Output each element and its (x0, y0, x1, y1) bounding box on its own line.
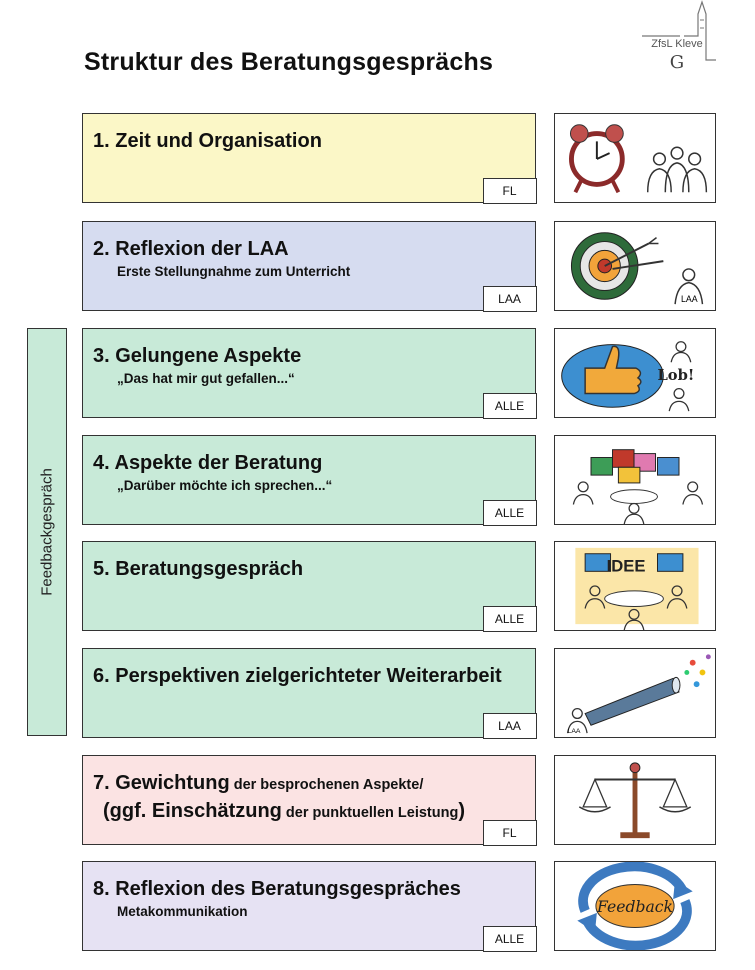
step-title (93, 770, 525, 826)
step-title: 6. Perspektiven zielgerichteter Weiterarbeit (93, 665, 502, 687)
step-subtitle: Erste Stellungnahme zum Unterricht (117, 264, 351, 279)
step-7-box (82, 755, 536, 845)
logo-letter: G (669, 52, 685, 73)
feedback-cycle-icon (554, 861, 716, 951)
feedback-label: Feedback (596, 896, 674, 916)
step-title-part: der punktuellen Leistung (281, 805, 459, 821)
step-5-box (82, 541, 536, 631)
scale-icon (554, 755, 716, 845)
role-tag: ALLE (483, 926, 537, 952)
step-3-box (82, 328, 536, 418)
side-label: Feedbackgespräch (38, 468, 56, 596)
lob-label: Lob! (657, 366, 695, 384)
role-tag: ALLE (483, 500, 537, 526)
role-tag: ALLE (483, 606, 537, 632)
step-title-part: ) (458, 800, 465, 822)
step-title: 1. Zeit und Organisation (93, 130, 322, 152)
role-tag: FL (483, 820, 537, 846)
step-2-box (82, 221, 536, 311)
role-tag: FL (483, 178, 537, 204)
role-tag: ALLE (483, 393, 537, 419)
laa-label: LAA (567, 728, 581, 736)
step-title-part: 7. Gewichtung (93, 772, 230, 794)
step-title-part: der besprochenen Aspekte/ (229, 777, 424, 793)
step-8-box (82, 861, 536, 951)
telescope-icon (554, 648, 716, 738)
step-title: 5. Beratungsgespräch (93, 558, 304, 580)
idee-label: IDEE (606, 556, 646, 576)
step-title: 4. Aspekte der Beratung (93, 452, 323, 474)
step-6-box (82, 648, 536, 738)
thumbs-up-icon (554, 328, 716, 418)
role-tag: LAA (483, 713, 537, 739)
step-subtitle: „Darüber möchte ich sprechen...“ (117, 478, 333, 493)
step-4-box (82, 435, 536, 525)
puzzle-icon (554, 435, 716, 525)
logo-text: ZfsL Kleve (651, 38, 703, 50)
role-tag: LAA (483, 286, 537, 312)
step-title-part: (ggf. Einschätzung (103, 800, 282, 822)
step-title: 2. Reflexion der LAA (93, 238, 289, 260)
laa-label: LAA (680, 294, 698, 305)
idea-icon (554, 541, 716, 631)
step-subtitle: „Das hat mir gut gefallen...“ (117, 371, 295, 386)
step-title: 8. Reflexion des Beratungsgespräches (93, 878, 461, 900)
feedback-bracket (27, 328, 67, 736)
alarm-clock-icon (554, 113, 716, 203)
step-subtitle: Metakommunikation (117, 904, 248, 919)
page-title: Struktur des Beratungsgesprächs (84, 48, 494, 76)
target-icon (554, 221, 716, 311)
step-1-box (82, 113, 536, 203)
step-title: 3. Gelungene Aspekte (93, 345, 302, 367)
